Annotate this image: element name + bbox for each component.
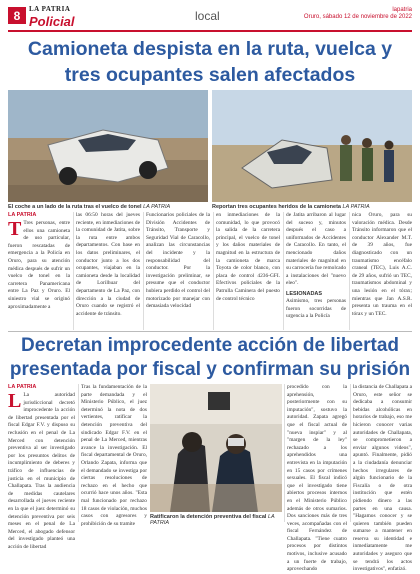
story1-col-6 [352,212,412,330]
story1-col-3 [146,212,210,330]
story2-dropcap: L [8,390,22,412]
story1-caption-right [212,204,412,210]
col-divider [350,384,351,522]
col-divider [78,384,79,522]
story1-col6-text: nica Oruro, para su valoración médica. Desde Tránsito informaron que el conductor Alexander M.T. de 39 años, fue diagnosticado con un traumatismo encéfalo craneal (TEC), Luis A.C. de 29 años, sufrió un TEC, traumatismos abdominal y una lesión en el tórax; mientras que Jan A.S.R. presenta un trauma en el tórax y un TEC. [352,212,412,317]
story1-col2-text: las 06:50 horas del jueves reciente, en inmediaciones de la comunidad de Jatita, sobre la ruta entre ambos departamentos. Con base en los datos preliminares, el conductor junto a los dos ocupantes, viajaban en la camioneta desde la localidad de Lorilhuar del departamento de La Paz, con dirección a la ciudad de Oruro cuando se registró el accidente de tránsito. [76,212,140,317]
story2-col-2 [81,384,147,527]
police-at-scene-photo [212,90,412,202]
site-name: lapatria [392,7,412,13]
brand-name: Policial [29,14,75,29]
story2-col-3 [287,384,347,573]
col-divider [73,212,74,330]
story1-dropcap: T [8,218,22,240]
story2-col4-text: la distancia de Challapata a Oruro, este señor se dedicaba a consumir bebidas alcohólicas en horarios de trabajo, eso me hicieron conocer varias autoridades de Challapata, se comprometieron a enviar algunos videos", apuntó. Finalmente, pidió a la ciudadanía denunciar hechos irregulares de algún funcionario de la Fiscalía o de otra institución que estén pidiendo dinero a las partes en una causa. "Hagamos conocer y se quieren también pueden sumarse a mantener en reserva su identidad e inmediatamente me autoridades y aseguro que se tendrá los actos investigativos", enfatizó. [353,384,412,573]
col-divider [283,212,284,330]
caption-left-credit: LA PATRIA [143,204,171,210]
date-block [304,7,412,21]
section-brand [29,5,75,29]
story1-headline: Camioneta despista en la ruta, vuelca y tres ocupantes salen afectados [27,38,393,86]
page-number: 8 [8,7,26,24]
story1-photo-right [212,90,412,202]
story2-caption-text: Ratificaron la detención preventiva del fiscal [150,514,267,520]
caption-left-text: El coche a un lado de la ruta tras el vuelco de tonel [8,204,142,210]
header-rule [8,30,412,32]
story1-subhead: LESIONADAS [286,290,323,297]
brand-top: LA PATRIA [29,5,71,13]
story2-photo [150,384,282,512]
story2-col-4 [353,384,412,573]
story1-kicker: LA PATRIA [8,212,37,218]
caption-right-credit: LA PATRIA [342,204,370,210]
story2-col3-text: procedido con la aprehensión, posteriormente con su imputación", sostuvo la autoridad. Zapata agregó que el fiscal actual de "nueva inspiar" y al "margen de la ley" rechazado a los aprehendidos una entrevista en la imputación en 15 casos por crímenes sexuales. El fiscal indicó que el investigado tiene abiertos procesos internos en el Ministerio Público además de otros sumarios. Dos sanciones más de tres veces, acompañadas con el fiscal Fernández de Challapata. "Tiene cuatro procesos por distintos motivos, inclusive acusado a un fuerte de trabajo, aprovechando [287,384,347,573]
story2-caption-credit: LA PATRIA [150,514,275,526]
col-divider [284,384,285,522]
courtroom-photo [150,384,282,512]
section-label: local [195,9,220,23]
caption-right-text: Reportan tres ocupantes heridos de la camioneta [212,204,341,210]
col-divider [143,212,144,330]
story2-headline: Decretan improcedente acción de libertad presentada por fiscal y confirman su prisión [9,335,411,380]
overturned-car-photo [8,90,208,202]
col-divider [213,212,214,330]
page-header [0,0,420,30]
story1-col3-text: Funcionarios policiales de la División Accidentes de Tránsito, Transporte y Seguridad Vial de Caracollo, analizan las circunstancias del incidente y la responsabilidad del conductor. Por la investigación preliminar, se presume que el conductor hubiera perdido el control del motorizado por manejar con demasiada velocidad [146,212,210,310]
story2-col1-text: La autoridad jurisdiccional decretó improcedente la acción de libertad presentada por el fiscal Edgar F.V. y dispuso su reclusión en el penal de La Merced con detención preventiva al ser investigado por los presuntos delitos de incumplimiento de deberes y tráfico de influencias de justicia en el municipio de Challapata. Tras la audiencia de medidas cautelares desarrollada el jueves reciente en la que el juez determinó su detención preventiva por seis meses en el penal de La Merced, el abogado defensor del investigado planteó una acción de libertad [8,392,75,550]
story1-caption-left [8,204,208,210]
story2-caption [150,514,282,526]
story1-photo-left [8,90,208,202]
date-line: Oruro, sábado 12 de noviembre de 2022 [303,14,412,21]
story1-col-4 [216,212,280,330]
col-divider [349,212,350,330]
story1-col1-text: Tres personas, entre ellos una camioneta de uso particular, fueron rescatadas de emergencia a la Policía en Oruro, para su atención médica después de sufrir un vuelco de tonel en la carretera Panamericana entre La Paz y Oruro. El siniestro vial se originó aproximadamente a [8,220,70,310]
story1-col-5 [286,212,346,330]
story1-col-1 [8,212,70,330]
story1-col-2 [76,212,140,330]
story1-col4-text: en inmediaciones de la comunidad, lo que provocó la salida de la carretera principal, el vuelco de tonel y los daños materiales de magnitud en la estructura de la camioneta de marca Toyota de color blanco, con placa de control 4236-GFI. Efectivos policiales de la Patrulla Caminera del puesto de control técnico [216,212,280,302]
story-separator [8,331,412,332]
story2-col-1 [8,384,75,550]
story1-col5-text-a: de Jatita arribaron al lugar del suceso y, minutos después el caso a uniformados de Accidentes de Caracollo. En tanto, el mencionado daños materiales de magnitud en su carrocería fue remolcado a instalaciones del "nuevo eleo". [286,212,347,287]
story2-col2-text: Tras la fundamentación de la parte demandada y el Ministerio Público, el juez determinó la nota de dos vertientes, ratificar la detención preventiva del sindicado Edgar F.V. en el penal de La Merced, mientras avance la investigación. El fiscal departamental de Oruro, Orlando Zapata, informa que el demandado se investiga por ciertas resoluciones de rechazo en el hecho que ocurrió hace unos años. "Esta mal funcionado por rechazo 18 casos de violación, muchos casos con agresores y prohibición de su tramite [81,384,147,527]
story2-kicker: LA PATRIA [8,384,37,390]
story1-col5-text-b: Asimismo, tres personas fueron socorridas de urgencia a la Policía [286,297,346,320]
